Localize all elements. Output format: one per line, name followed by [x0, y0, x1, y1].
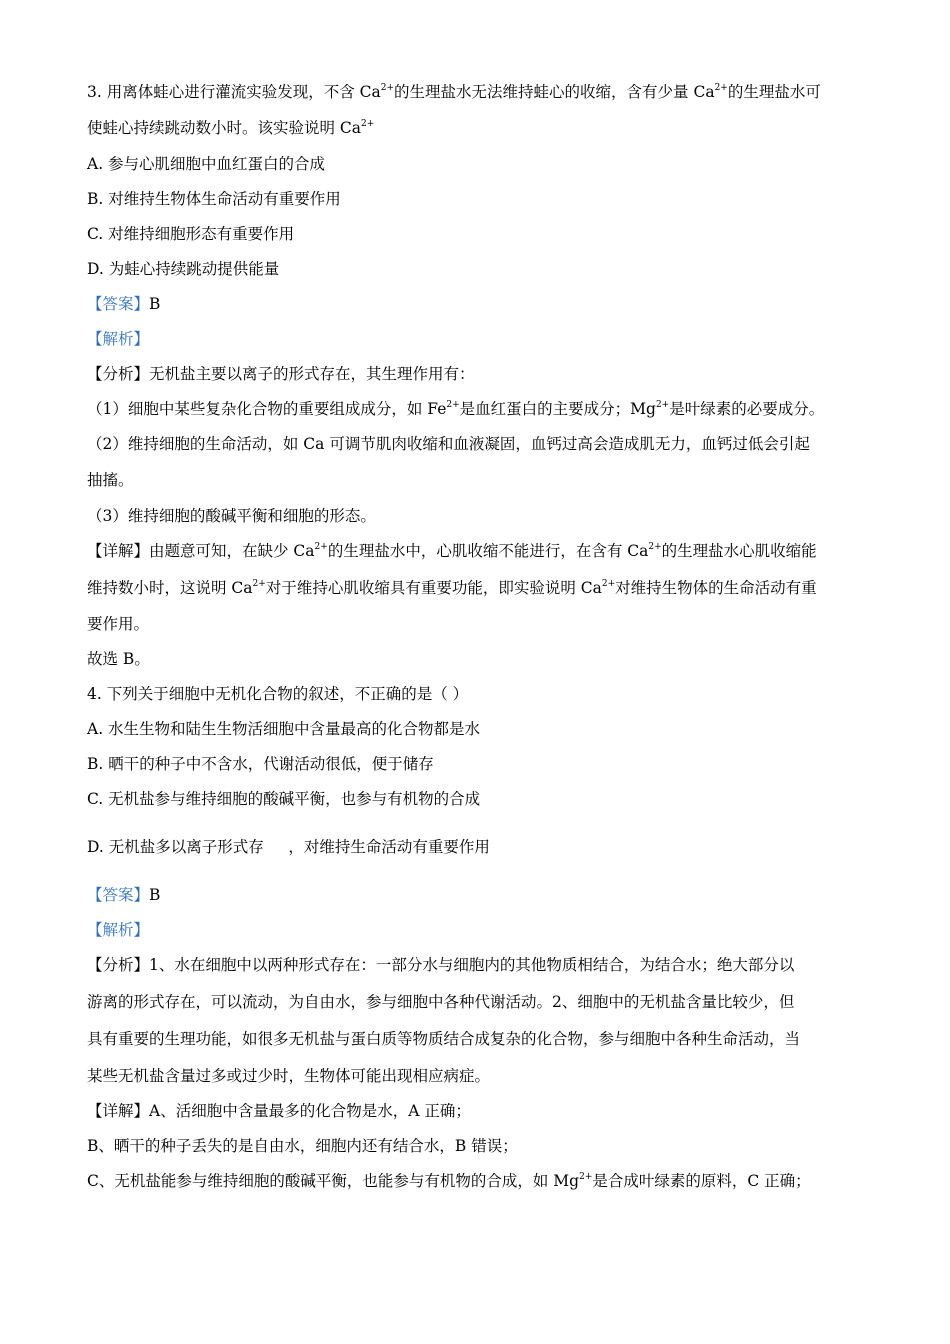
q4-analysis-label: 【解析】 [87, 921, 150, 939]
answer-value: B [149, 295, 161, 313]
q3-answer [87, 294, 160, 314]
q3-option-d: D. 为蛙心持续跳动提供能量 [87, 260, 280, 278]
q4-detail-b: B、晒干的种子丢失的是自由水，细胞内还有结合水，B 错误； [87, 1137, 518, 1155]
q3-detail-line-1: 【详解】由题意可知，在缺少 $Ca^{2+}$的生理盐水中，心肌收缩不能进行，在含有 $Ca^{2+}$的生理盐水心肌收缩能 [87, 542, 817, 560]
q4-fenxi-line-2: 游离的形式存在，可以流动，为自由水，参与细胞中各种代谢活动。2、细胞中的无机盐含量比较少，但 [87, 993, 795, 1011]
q4-fenxi-line-3: 具有重要的生理功能，如很多无机盐与蛋白质等物质结合成复杂的化合物，参与细胞中各种生命活动，当 [87, 1030, 801, 1048]
q4-detail-c: C、无机盐能参与维持细胞的酸碱平衡，也能参与有机物的合成，如 $Mg^{2+}$是合成叶绿素的原料，C 正确； [87, 1172, 811, 1190]
q4-option-d: D. 无机盐多以离子形式存 ，对维持生命活动有重要作用 [87, 838, 490, 856]
q3-point-1: （1）细胞中某些复杂化合物的重要组成成分，如 $Fe^{2+}$是血红蛋白的主要成分；$Mg^{2+}$是叶绿素的必要成分。 [87, 400, 825, 418]
q4-fenxi-line-1: 【分析】1、水在细胞中以两种形式存在：一部分水与细胞内的其他物质相结合，为结合水；绝大部分以 [87, 956, 795, 974]
q3-detail-line-2: 维持数小时，这说明 $Ca^{2+}$对于维持心肌收缩具有重要功能，即实验说明 $Ca^{2+}$对维持生物体的生命活动有重 [87, 579, 817, 597]
q3-option-b: B. 对维持生物体生命活动有重要作用 [87, 190, 341, 208]
q3-fenxi: 【分析】无机盐主要以离子的形式存在，其生理作用有： [87, 365, 475, 383]
q3-option-c: C. 对维持细胞形态有重要作用 [87, 225, 295, 243]
q4-fenxi-line-4: 某些无机盐含量过多或过少时，生物体可能出现相应病症。 [87, 1067, 491, 1085]
q3-point-2-line-1: （2）维持细胞的生命活动，如 Ca 可调节肌肉收缩和血液凝固，血钙过高会造成肌无力，血钙过低会引起 [87, 435, 810, 453]
q4-stem: 4. 下列关于细胞中无机化合物的叙述，不正确的是（ ） [87, 685, 469, 703]
q4-detail-a: 【详解】A、活细胞中含量最多的化合物是水，A 正确； [87, 1102, 471, 1120]
q3-point-3: （3）维持细胞的酸碱平衡和细胞的形态。 [87, 507, 376, 525]
q3-stem-line-2: 使蛙心持续跳动数小时。该实验说明 $Ca^{2+}$ [87, 119, 375, 137]
q4-option-a: A. 水生生物和陆生生物活细胞中含量最高的化合物都是水 [87, 720, 481, 738]
q3-detail-line-3: 要作用。 [87, 615, 150, 633]
q3-option-a: A. 参与心肌细胞中血红蛋白的合成 [87, 155, 326, 173]
q3-analysis-label: 【解析】 [87, 330, 150, 348]
q4-answer [87, 885, 160, 905]
answer-value: B [149, 886, 161, 904]
q4-option-c: C. 无机盐参与维持细胞的酸碱平衡，也参与有机物的合成 [87, 790, 481, 808]
q3-stem-line-1: 3. 用离体蛙心进行灌流实验发现，不含 $Ca^{2+}$的生理盐水无法维持蛙心的收缩，含有少量 $Ca^{2+}$的生理盐水可 [87, 83, 821, 101]
answer-label: 【答案】 [87, 886, 150, 904]
q4-option-b: B. 晒干的种子中不含水，代谢活动很低，便于储存 [87, 755, 434, 773]
q3-point-2-line-2: 抽搐。 [87, 471, 134, 489]
answer-label: 【答案】 [87, 295, 150, 313]
q3-conclusion: 故选 B。 [87, 650, 150, 668]
